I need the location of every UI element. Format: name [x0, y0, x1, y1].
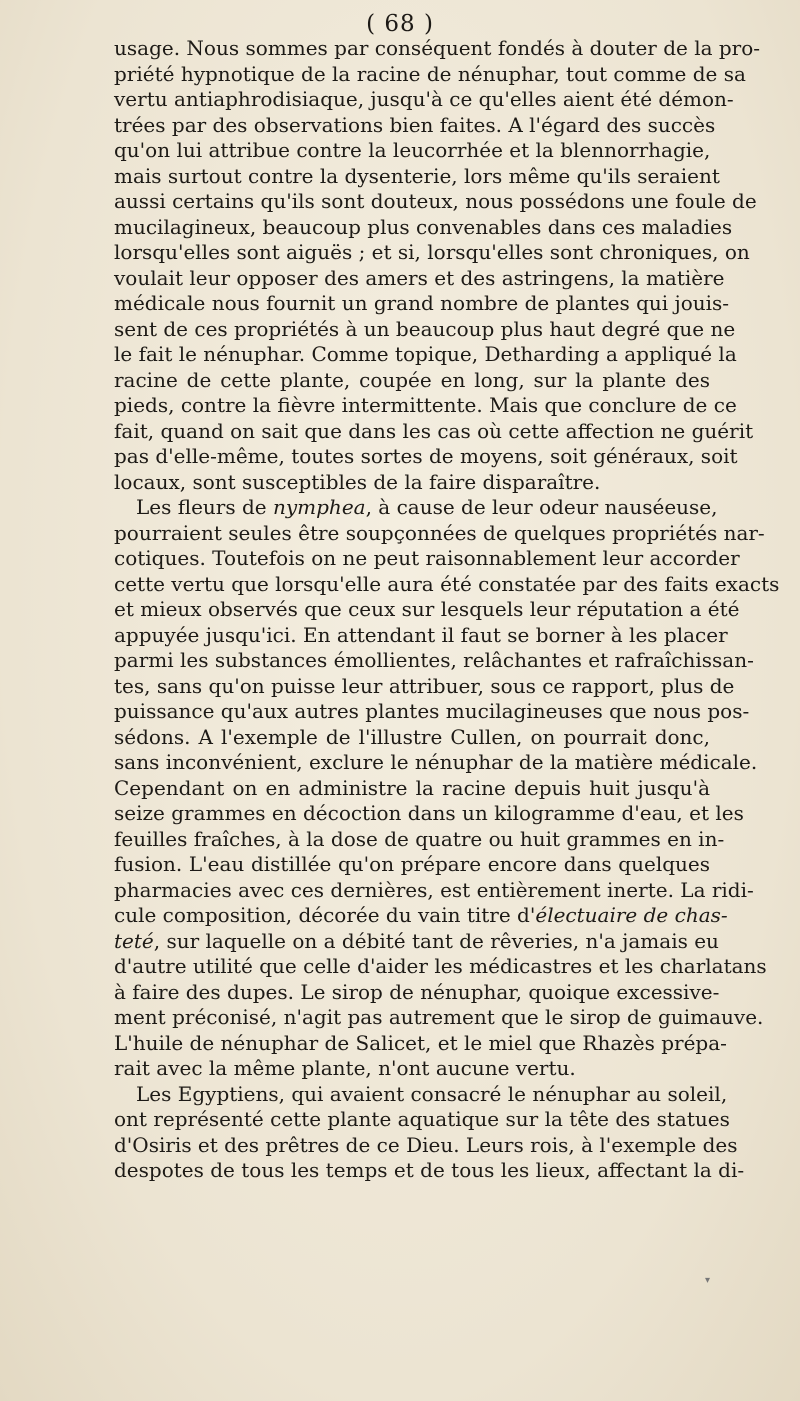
text-line: d'Osiris et des prêtres de ce Dieu. Leurs rois, à l'exemple des [114, 1132, 738, 1157]
text-line [114, 928, 719, 955]
body-text [114, 36, 780, 1184]
text-line: médicale nous fournit un grand nombre de plantes qui jouis- [114, 291, 730, 315]
text-segment: , sur laquelle on a débité tant de rêveries, n'a jamais eu [153, 928, 719, 953]
text-line: fait, quand on sait que dans les cas où cette affection ne guérit [114, 418, 754, 443]
text-line: racine de cette plante, coupée en long, sur la plante des [114, 367, 710, 392]
text-line: cotiques. Toutefois on ne peut raisonnablement leur accorder [114, 546, 740, 570]
text-line: mais surtout contre la dysenterie, lors même qu'ils seraient [114, 163, 720, 188]
text-line: Les Egyptiens, qui avaient consacré le nénuphar au soleil, [136, 1081, 728, 1106]
text-line: puissance qu'aux autres plantes mucilagineuses que nous pos- [114, 699, 750, 723]
italic-term: électuaire de chas- [535, 903, 728, 927]
text-line: rait avec la même plante, n'ont aucune vertu. [114, 1056, 576, 1080]
text-line: vertu antiaphrodisiaque, jusqu'à ce qu'elles aient été démon- [114, 87, 734, 111]
text-line: pharmacies avec ces dernières, est entièrement inerte. La ridi- [114, 877, 754, 902]
text-line: et mieux observés que ceux sur lesquels leur réputation a été [114, 597, 740, 621]
text-line: d'autre utilité que celle d'aider les médicastres et les charlatans [114, 954, 767, 978]
text-line: fusion. L'eau distillée qu'on prépare encore dans quelques [114, 852, 710, 876]
text-line: locaux, sont susceptibles de la faire disparaître. [114, 469, 601, 494]
text-line: ont représenté cette plante aquatique sur la tête des statues [114, 1107, 730, 1131]
text-line: sent de ces propriétés à un beaucoup plus haut degré que ne [114, 316, 736, 341]
text-line: Cependant on en administre la racine depuis huit jusqu'à [114, 775, 710, 800]
text-line: pas d'elle-même, toutes sortes de moyens, soit généraux, soit [114, 444, 738, 468]
text-line: voulait leur opposer des amers et des astringens, la matière [114, 265, 725, 290]
text-line: feuilles fraîches, à la dose de quatre ou huit grammes en in- [114, 826, 725, 851]
text-line [114, 903, 728, 929]
text-line: à faire des dupes. Le sirop de nénuphar, quoique excessive- [114, 979, 720, 1004]
text-line: sédons. A l'exemple de l'illustre Cullen, on pourrait donc, [114, 724, 710, 749]
text-line: cette vertu que lorsqu'elle aura été constatée par des faits exacts [114, 571, 780, 596]
text-line: ment préconisé, n'agit pas autrement que le sirop de guimauve. [114, 1005, 764, 1029]
text-line: tes, sans qu'on puisse leur attribuer, sous ce rapport, plus de [114, 673, 735, 698]
italic-term: nymphea [272, 495, 366, 519]
text-line: le fait le nénuphar. Comme topique, Detharding a appliqué la [114, 342, 737, 366]
text-line: seize grammes en décoction dans un kilogramme d'eau, et les [114, 801, 744, 825]
text-line: usage. Nous sommes par conséquent fondés à douter de la pro- [114, 36, 761, 60]
text-line: priété hypnotique de la racine de nénuphar, tout comme de sa [114, 61, 746, 86]
text-line: aussi certains qu'ils sont douteux, nous possédons une foule de [114, 189, 757, 213]
text-segment: cule composition, décorée du vain titre d' [114, 903, 536, 927]
text-line: mucilagineux, beaucoup plus convenables dans ces maladies [114, 214, 733, 239]
text-line: despotes de tous les temps et de tous les lieux, affectant la di- [114, 1158, 745, 1182]
text-line: appuyée jusqu'ici. En attendant il faut se borner à les placer [114, 622, 728, 647]
text-line: pourraient seules être soupçonnées de quelques propriétés nar- [114, 520, 765, 545]
italic-term: teté [114, 928, 154, 953]
stray-mark: ▾ [704, 1275, 710, 1286]
text-line: qu'on lui attribue contre la leucorrhée et la blennorrhagie, [114, 138, 711, 162]
text-line: trées par des observations bien faites. A l'égard des succès [114, 112, 716, 137]
text-line: L'huile de nénuphar de Salicet, et le miel que Rhazès prépa- [114, 1030, 727, 1055]
text-segment: , à cause de leur odeur nauséeuse, [365, 495, 718, 519]
text-line: lorsqu'elles sont aiguës ; et si, lorsqu'elles sont chroniques, on [114, 240, 750, 264]
text-line [114, 495, 718, 521]
text-segment: Les fleurs de [136, 495, 273, 519]
text-line: parmi les substances émollientes, relâchantes et rafraîchissan- [114, 648, 754, 672]
page-number: ( 68 ) [366, 11, 434, 37]
text-line: sans inconvénient, exclure le nénuphar de la matière médicale. [114, 750, 758, 774]
text-line: pieds, contre la fièvre intermittente. Mais que conclure de ce [114, 393, 737, 417]
